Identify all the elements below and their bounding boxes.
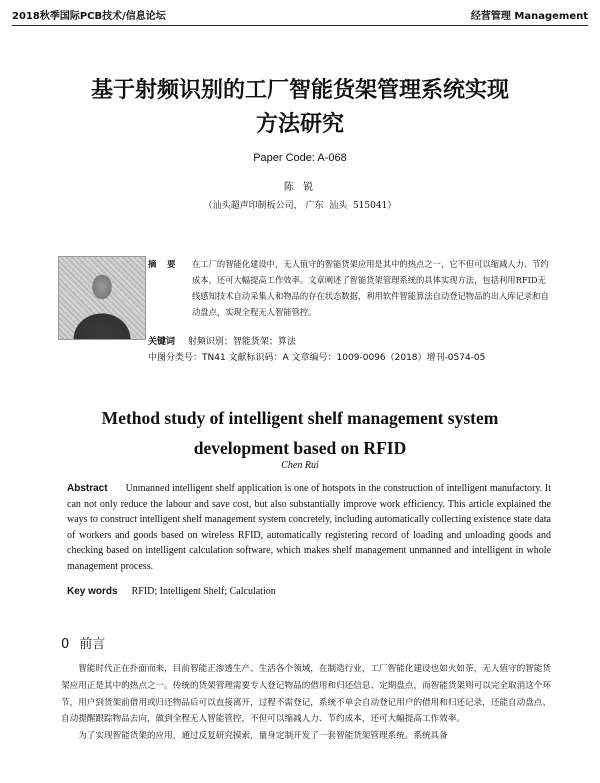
paper-title-en [0, 403, 600, 463]
keywords-cn-label: 关键词 [148, 337, 176, 347]
abstract-en-text: Unmanned intelligent shelf application is one of hotspots in the construction of intelligent manufactory. It can not only reduce the labour and save cost, but also substantially improve work efficiency. This article explained the ways to construct intelligent shelf management system concretely, including automatically collecting existence state data of workers and goods based on wireless RFID, automatically registering record of loading and unloading goods and checking based on intelligent calculation software, which makes shelf management unmanned and intelligent in whole management process. [67, 483, 551, 572]
paper-code: Paper Code: A-068 [253, 152, 347, 164]
author-photo [58, 256, 146, 340]
section-number: 0 [61, 637, 70, 652]
abstract-cn [148, 256, 550, 320]
keywords-en-label: Key words [67, 586, 118, 597]
running-header [12, 9, 588, 26]
paper-title-cn [0, 74, 600, 142]
keywords-en [67, 585, 551, 599]
abstract-cn-label: 摘 要 [148, 259, 180, 269]
section-label: 经营管理 Management [470, 11, 588, 22]
keywords-cn [148, 335, 550, 349]
author-cn: 陈 锐 [283, 182, 317, 193]
keywords-cn-text: 射频识别；智能货架；算法 [187, 337, 296, 347]
keywords-en-text: RFID; Intelligent Shelf; Calculation [131, 586, 276, 597]
abstract-en-label: Abstract [67, 483, 108, 494]
title-en-line-2: development based on RFID [193, 438, 407, 458]
section-title: 前言 [79, 637, 106, 652]
classification-info: 中图分类号：TN41 文献标识码：A 文章编号：1009-0096（2018）增刊-0574-05 [148, 353, 486, 363]
journal-name: 2018秋季国际PCB技术/信息论坛 [12, 11, 166, 22]
author-en: Chen Rui [281, 460, 319, 471]
affiliation-cn: （汕头超声印制板公司， 广东 汕头 515041） [203, 201, 397, 211]
abstract-cn-text: 在工厂的智能化建设中，无人值守的智能货架应用是其中的热点之一，它不但可以缩减人力、节约成本，还可大幅提高工作效率。文章阐述了智能货架管理系统的具体实现方法，包括利用RFID无线感知技术自动采集人和物品的存在状态数据，利用软件智能算法自动登记物品的出入库记录和自动盘点，实现全程无人智能管控。 [192, 259, 549, 317]
abstract-en [67, 481, 551, 575]
body-text [61, 661, 551, 745]
title-cn-line-1: 基于射频识别的工厂智能货架管理系统实现 [90, 78, 509, 103]
body-paragraph-1: 智能时代正在扑面而来，目前智能正渗透生产、生活各个领域，在制造行业，工厂智能化建设也如火如荼，无人值守的智能货架应用正是其中的热点之一。传统的货架管理需要专人登记物品的借用和归还信息、定期盘点，而智能货架则可以完全取消这个环节，用户到货架前借用或归还物品后可以直接离开，过程不需登记，系统不单会自动登记用户的借用和归还记录，还能自动盘点、自动提醒跟踪物品去向，做到全程无人智能管控，不但可以缩减人力、节约成本，还可大幅提高工作效率。 [61, 664, 551, 725]
section-heading [61, 636, 105, 654]
title-en-line-1: Method study of intelligent shelf management system [101, 408, 499, 428]
body-paragraph-2: 为了实现智能货架的应用，通过反复研究摸索，量身定制开发了一套智能货架管理系统。系统具备 [78, 731, 448, 742]
title-cn-line-2: 方法研究 [255, 112, 344, 137]
